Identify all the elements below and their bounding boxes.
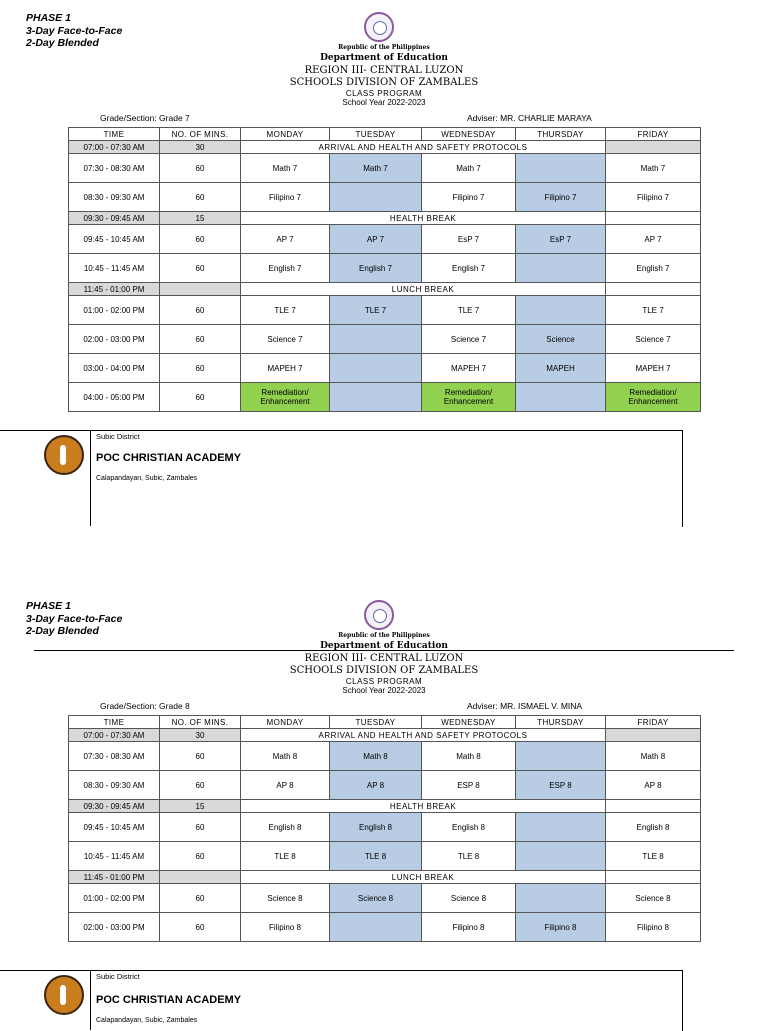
wednesday-cell: Math 8 <box>422 742 516 771</box>
district-label: Subic District <box>96 432 140 441</box>
break-row <box>69 871 701 884</box>
minutes-cell: 60 <box>160 225 241 254</box>
time-cell: 07:30 - 08:30 AM <box>69 742 160 771</box>
wednesday-cell: MAPEH 7 <box>422 354 516 383</box>
time-cell: 09:30 - 09:45 AM <box>69 800 160 813</box>
monday-cell: Filipino 7 <box>241 183 330 212</box>
wednesday-cell: English 8 <box>422 813 516 842</box>
span-empty-cell <box>606 212 701 225</box>
schedule-row <box>69 842 701 871</box>
schedule-row <box>69 325 701 354</box>
time-cell: 08:30 - 09:30 AM <box>69 771 160 800</box>
school-name: POC CHRISTIAN ACADEMY <box>96 994 242 1006</box>
wednesday-cell: ESP 8 <box>422 771 516 800</box>
tuesday-cell: Math 7 <box>330 154 422 183</box>
column-header: THURSDAY <box>516 128 606 141</box>
phase-title: PHASE 1 <box>26 600 71 612</box>
monday-cell: English 7 <box>241 254 330 283</box>
program-label: CLASS PROGRAM <box>345 677 423 686</box>
time-cell: 11:45 - 01:00 PM <box>69 283 160 296</box>
tuesday-cell: TLE 7 <box>330 296 422 325</box>
republic-label: Republic of the Philippines <box>338 44 430 51</box>
monday-cell: English 8 <box>241 813 330 842</box>
thursday-cell <box>516 254 606 283</box>
school-year-label: School Year 2022-2023 <box>342 98 426 107</box>
time-cell: 09:30 - 09:45 AM <box>69 212 160 225</box>
monday-cell: Remediation/ Enhancement <box>241 383 330 412</box>
thursday-cell: Filipino 7 <box>516 183 606 212</box>
header-rule <box>34 650 734 651</box>
tuesday-cell <box>330 325 422 354</box>
friday-cell: AP 8 <box>606 771 701 800</box>
break-row <box>69 283 701 296</box>
phase-mode-2: 2-Day Blended <box>26 37 99 49</box>
tuesday-cell: Science 8 <box>330 884 422 913</box>
minutes-cell: 60 <box>160 742 241 771</box>
minutes-cell: 60 <box>160 325 241 354</box>
tuesday-cell <box>330 183 422 212</box>
friday-cell: Remediation/ Enhancement <box>606 383 701 412</box>
friday-cell: English 8 <box>606 813 701 842</box>
tuesday-cell: English 7 <box>330 254 422 283</box>
time-cell: 11:45 - 01:00 PM <box>69 871 160 884</box>
friday-cell: Filipino 8 <box>606 913 701 942</box>
footer-divider <box>90 970 91 1030</box>
span-label-cell: LUNCH BREAK <box>241 871 606 884</box>
column-header: TUESDAY <box>330 128 422 141</box>
time-cell: 07:30 - 08:30 AM <box>69 154 160 183</box>
column-header: TUESDAY <box>330 716 422 729</box>
program-label: CLASS PROGRAM <box>345 89 423 98</box>
monday-cell: Science 7 <box>241 325 330 354</box>
tuesday-cell <box>330 383 422 412</box>
minutes-cell <box>160 871 241 884</box>
span-label-cell: ARRIVAL AND HEALTH AND SAFETY PROTOCOLS <box>241 141 606 154</box>
span-empty-cell <box>606 283 701 296</box>
header-row <box>69 128 701 141</box>
monday-cell: Filipino 8 <box>241 913 330 942</box>
wednesday-cell: Filipino 8 <box>422 913 516 942</box>
phase-mode-2: 2-Day Blended <box>26 625 99 637</box>
monday-cell: Math 8 <box>241 742 330 771</box>
time-cell: 04:00 - 05:00 PM <box>69 383 160 412</box>
tuesday-cell: Math 8 <box>330 742 422 771</box>
wednesday-cell: Filipino 7 <box>422 183 516 212</box>
schedule-table <box>68 715 701 942</box>
minutes-cell: 60 <box>160 354 241 383</box>
time-cell: 02:00 - 03:00 PM <box>69 325 160 354</box>
column-header: NO. OF MINS. <box>160 716 241 729</box>
time-cell: 09:45 - 10:45 AM <box>69 225 160 254</box>
friday-cell: Math 7 <box>606 154 701 183</box>
school-name: POC CHRISTIAN ACADEMY <box>96 452 242 464</box>
time-cell: 01:00 - 02:00 PM <box>69 884 160 913</box>
time-cell: 07:00 - 07:30 AM <box>69 729 160 742</box>
schedule-row <box>69 354 701 383</box>
break-row <box>69 800 701 813</box>
wednesday-cell: Science 7 <box>422 325 516 354</box>
friday-cell: Filipino 7 <box>606 183 701 212</box>
school-year-label: School Year 2022-2023 <box>342 686 426 695</box>
minutes-cell: 60 <box>160 813 241 842</box>
schedule-row <box>69 254 701 283</box>
break-row <box>69 729 701 742</box>
friday-cell: Math 8 <box>606 742 701 771</box>
phase-mode-1: 3-Day Face-to-Face <box>26 24 123 37</box>
schedule-row <box>69 225 701 254</box>
schedule-row <box>69 742 701 771</box>
header-row <box>69 716 701 729</box>
minutes-cell: 15 <box>160 800 241 813</box>
thursday-cell <box>516 884 606 913</box>
column-header: MONDAY <box>241 716 330 729</box>
footer-divider <box>90 430 91 526</box>
minutes-cell: 30 <box>160 729 241 742</box>
friday-cell: Science 8 <box>606 884 701 913</box>
school-logo-icon <box>44 435 84 475</box>
span-label-cell: ARRIVAL AND HEALTH AND SAFETY PROTOCOLS <box>241 729 606 742</box>
time-cell: 10:45 - 11:45 AM <box>69 254 160 283</box>
division-label: SCHOOLS DIVISION OF ZAMBALES <box>289 77 479 88</box>
region-label: REGION III- CENTRAL LUZON <box>304 653 464 664</box>
minutes-cell: 60 <box>160 254 241 283</box>
thursday-cell <box>516 154 606 183</box>
department-label: Department of Education <box>320 641 448 651</box>
phase-mode-1: 3-Day Face-to-Face <box>26 612 123 625</box>
thursday-cell: EsP 7 <box>516 225 606 254</box>
span-empty-cell <box>606 800 701 813</box>
phase-label <box>26 600 122 638</box>
tuesday-cell: AP 8 <box>330 771 422 800</box>
schedule-row <box>69 183 701 212</box>
district-label: Subic District <box>96 972 140 981</box>
friday-cell: English 7 <box>606 254 701 283</box>
minutes-cell: 60 <box>160 771 241 800</box>
schedule-row <box>69 813 701 842</box>
school-address: Calapandayan, Subic, Zambales <box>96 1017 198 1024</box>
minutes-cell: 60 <box>160 296 241 325</box>
monday-cell: Math 7 <box>241 154 330 183</box>
time-cell: 07:00 - 07:30 AM <box>69 141 160 154</box>
thursday-cell <box>516 813 606 842</box>
span-empty-cell <box>606 871 701 884</box>
minutes-cell: 60 <box>160 884 241 913</box>
tuesday-cell: AP 7 <box>330 225 422 254</box>
wednesday-cell: English 7 <box>422 254 516 283</box>
minutes-cell: 60 <box>160 842 241 871</box>
wednesday-cell: TLE 7 <box>422 296 516 325</box>
column-header: THURSDAY <box>516 716 606 729</box>
minutes-cell: 30 <box>160 141 241 154</box>
column-header: TIME <box>69 716 160 729</box>
break-row <box>69 141 701 154</box>
schedule-row <box>69 383 701 412</box>
tuesday-cell: English 8 <box>330 813 422 842</box>
minutes-cell: 60 <box>160 183 241 212</box>
monday-cell: AP 8 <box>241 771 330 800</box>
thursday-cell <box>516 383 606 412</box>
thursday-cell <box>516 742 606 771</box>
friday-cell: MAPEH 7 <box>606 354 701 383</box>
adviser: Adviser: MR. ISMAEL V. MINA <box>467 701 583 711</box>
column-header: TIME <box>69 128 160 141</box>
grade-section: Grade/Section: Grade 7 <box>100 113 190 123</box>
monday-cell: AP 7 <box>241 225 330 254</box>
time-cell: 03:00 - 04:00 PM <box>69 354 160 383</box>
schedule-table <box>68 127 701 412</box>
thursday-cell: ESP 8 <box>516 771 606 800</box>
region-label: REGION III- CENTRAL LUZON <box>304 65 464 76</box>
schedule-row <box>69 296 701 325</box>
deped-seal-icon <box>364 600 394 630</box>
phase-label <box>26 12 122 50</box>
division-label: SCHOOLS DIVISION OF ZAMBALES <box>289 665 479 676</box>
monday-cell: TLE 8 <box>241 842 330 871</box>
tuesday-cell: TLE 8 <box>330 842 422 871</box>
wednesday-cell: Remediation/ Enhancement <box>422 383 516 412</box>
friday-cell: Science 7 <box>606 325 701 354</box>
span-label-cell: HEALTH BREAK <box>241 800 606 813</box>
column-header: NO. OF MINS. <box>160 128 241 141</box>
minutes-cell <box>160 283 241 296</box>
minutes-cell: 15 <box>160 212 241 225</box>
republic-label: Republic of the Philippines <box>338 632 430 639</box>
wednesday-cell: Math 7 <box>422 154 516 183</box>
time-cell: 10:45 - 11:45 AM <box>69 842 160 871</box>
span-empty-cell <box>606 141 701 154</box>
time-cell: 08:30 - 09:30 AM <box>69 183 160 212</box>
grade-section: Grade/Section: Grade 8 <box>100 701 190 711</box>
tuesday-cell <box>330 913 422 942</box>
wednesday-cell: Science 8 <box>422 884 516 913</box>
column-header: FRIDAY <box>606 716 701 729</box>
schedule-row <box>69 884 701 913</box>
column-header: WEDNESDAY <box>422 128 516 141</box>
schedule-row <box>69 771 701 800</box>
minutes-cell: 60 <box>160 154 241 183</box>
schedule-row <box>69 913 701 942</box>
phase-title: PHASE 1 <box>26 12 71 24</box>
wednesday-cell: EsP 7 <box>422 225 516 254</box>
span-label-cell: HEALTH BREAK <box>241 212 606 225</box>
column-header: MONDAY <box>241 128 330 141</box>
thursday-cell: Filipino 8 <box>516 913 606 942</box>
time-cell: 02:00 - 03:00 PM <box>69 913 160 942</box>
column-header: FRIDAY <box>606 128 701 141</box>
schedule-row <box>69 154 701 183</box>
thursday-cell: Science <box>516 325 606 354</box>
department-label: Department of Education <box>320 53 448 63</box>
school-logo-icon <box>44 975 84 1015</box>
friday-cell: TLE 7 <box>606 296 701 325</box>
monday-cell: MAPEH 7 <box>241 354 330 383</box>
time-cell: 09:45 - 10:45 AM <box>69 813 160 842</box>
time-cell: 01:00 - 02:00 PM <box>69 296 160 325</box>
minutes-cell: 60 <box>160 913 241 942</box>
span-empty-cell <box>606 729 701 742</box>
monday-cell: Science 8 <box>241 884 330 913</box>
friday-cell: TLE 8 <box>606 842 701 871</box>
friday-cell: AP 7 <box>606 225 701 254</box>
thursday-cell: MAPEH <box>516 354 606 383</box>
minutes-cell: 60 <box>160 383 241 412</box>
adviser: Adviser: MR. CHARLIE MARAYA <box>467 113 592 123</box>
deped-seal-icon <box>364 12 394 42</box>
span-label-cell: LUNCH BREAK <box>241 283 606 296</box>
tuesday-cell <box>330 354 422 383</box>
school-address: Calapandayan, Subic, Zambales <box>96 475 198 482</box>
thursday-cell <box>516 296 606 325</box>
column-header: WEDNESDAY <box>422 716 516 729</box>
thursday-cell <box>516 842 606 871</box>
break-row <box>69 212 701 225</box>
wednesday-cell: TLE 8 <box>422 842 516 871</box>
monday-cell: TLE 7 <box>241 296 330 325</box>
